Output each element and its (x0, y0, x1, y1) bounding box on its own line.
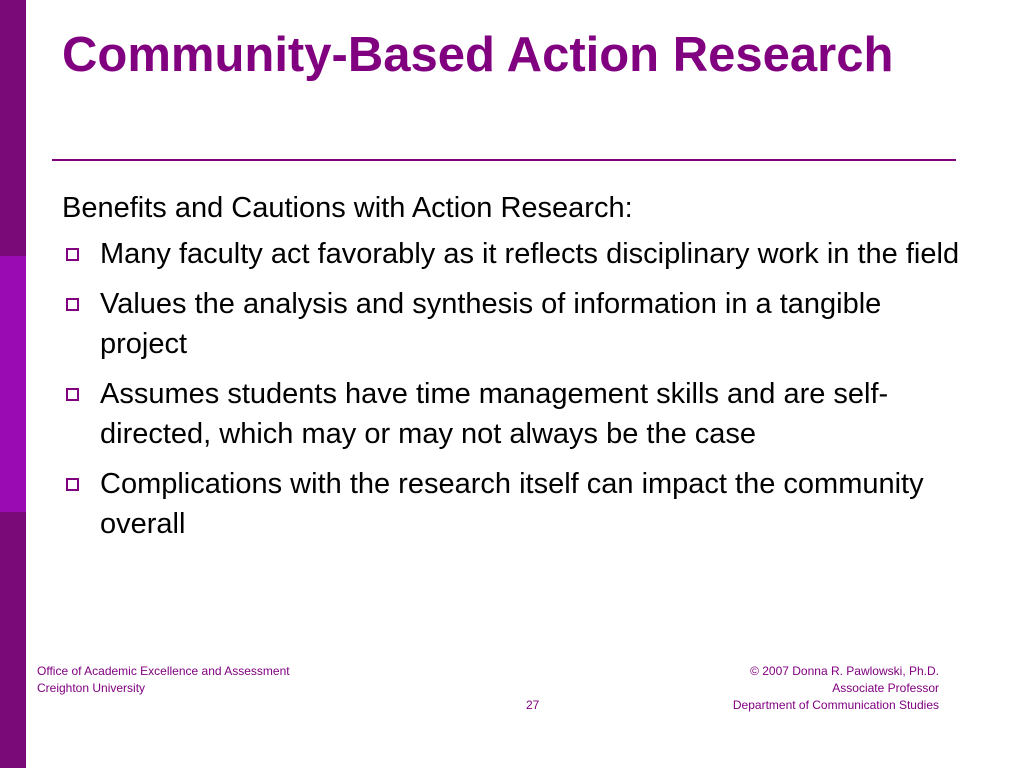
footer-position: Associate Professor (832, 681, 939, 695)
sidebar-segment-bottom (0, 512, 26, 768)
bullet-item (62, 284, 962, 364)
footer-right (733, 663, 939, 714)
bullet-item (62, 234, 962, 274)
bullet-text: Many faculty act favorably as it reflects disciplinary work in the field (100, 238, 960, 270)
hollow-square-bullet-icon (66, 298, 79, 311)
slide-title: Community-Based Action Research (62, 28, 894, 82)
footer-office: Office of Academic Excellence and Assessment (37, 664, 290, 678)
bullet-text: Complications with the research itself can impact the community overall (100, 468, 924, 540)
footer-left (37, 663, 290, 697)
sidebar-decoration (0, 0, 26, 768)
page-number: 27 (526, 698, 540, 712)
bullet-text: Values the analysis and synthesis of information in a tangible project (100, 288, 882, 360)
bullet-list (62, 234, 962, 544)
title-divider (52, 159, 956, 161)
bullet-text: Assumes students have time management skills and are self-directed, which may or may not always be the case (100, 378, 889, 450)
hollow-square-bullet-icon (66, 248, 79, 261)
footer-university: Creighton University (37, 681, 146, 695)
bullet-item (62, 374, 962, 454)
hollow-square-bullet-icon (66, 388, 79, 401)
footer-copyright: © 2007 Donna R. Pawlowski, Ph.D. (750, 664, 939, 678)
hollow-square-bullet-icon (66, 478, 79, 491)
sidebar-segment-middle (0, 256, 26, 512)
slide-content (62, 188, 962, 544)
sidebar-segment-top (0, 0, 26, 256)
footer-department: Department of Communication Studies (732, 698, 939, 712)
intro-text: Benefits and Cautions with Action Research: (62, 192, 633, 224)
bullet-item (62, 464, 962, 544)
